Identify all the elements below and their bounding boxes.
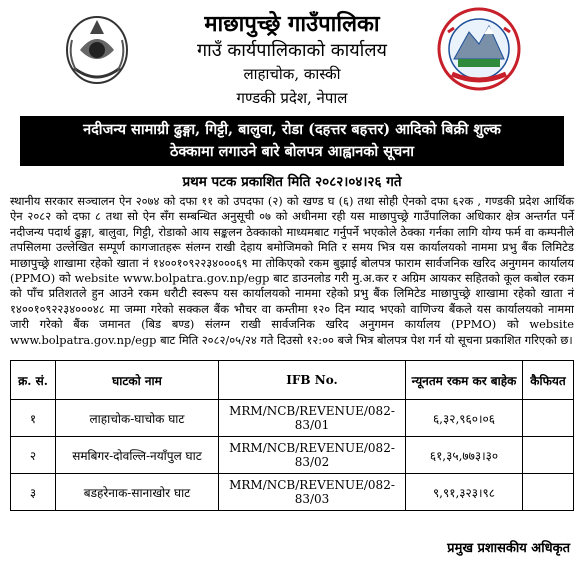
col-header-sn: क्र. सं.: [11, 361, 56, 400]
office-address: लाहाचोक, कास्की: [243, 65, 341, 83]
office-subtitle: गाउँ कार्यपालिकाको कार्यालय: [197, 40, 387, 61]
col-header-ghat-name: घाटको नाम: [56, 361, 219, 400]
notice-banner: [20, 116, 564, 166]
cell-ghat-name: समबिगर-दोवल्लि-नयाँपुल घाट: [56, 437, 219, 474]
cell-ifb-no: MRM/NCB/REVENUE/082-83/03: [219, 474, 406, 511]
table-header-row: [11, 361, 574, 400]
table-row: [11, 474, 574, 511]
cell-ghat-name: लाहाचोक-घाचोक घाट: [56, 400, 219, 437]
province-label: गण्डकी प्रदेश, नेपाल: [236, 89, 348, 107]
cell-remarks: [523, 437, 574, 474]
cell-sn: ३: [11, 474, 56, 511]
cell-remarks: [523, 474, 574, 511]
col-header-remarks: कैफियत: [523, 361, 574, 400]
ghat-table: [10, 360, 574, 511]
table-row: [11, 400, 574, 437]
notice-body: स्थानीय सरकार सञ्चालन ऐन २०७४ को दफा ११ को उपदफा (२) को खण्ड घ (६) तथा सोही ऐनको दफा ६२क , गण्डकी प्रदेश आर्थिक ऐन २०८२ को दफा ८ तथा सो ऐन सँग सम्बन्धित अनुसूची ०७ को अधीनमा रही यस माछापुच्छ्रे गाउँपालिका अधिकार क्षेत्र अन्तर्गत पर्ने नदीजन्य पदार्थ ढुङ्गा, बालुवा, गिट्टी, रोडाको आय सङ्कलन ठेक्काको माध्यमबाट गर्नुपर्ने भएकोले ठेक्का गर्नका लागि योग्य फर्म वा कम्पनीले तपसिलमा उल्लेखित सम्पूर्ण कागजातहरू संलग्न राखी देहाय बमोजिमको मिति र समय भित्र यस कार्यालयको नाममा प्रभु बैंक लिमिटेड माछापुच्छ्रे शाखामा रहेको खाता नं १४००१०९२२३४०००६९ मा तोकिएको रकम बुझाई बोलपत्र फाराम सार्वजनिक खरिद अनुगमन कार्यालय (PPMO) को website www.bolpatra.gov.np/egp बाट डाउनलोड गरी मु.अ.कर र अग्रिम आयकर सहितको कूल कबोल रकम को पाँच प्रतिशतले हुन आउने रकम धरौटी स्वरूप यस कार्यालयको नाममा रहेको प्रभु बैंक लिमिटेड माछापुच्छ्रे शाखामा रहेको खाता नं १४००१०९२२३४०००४८ मा जम्मा गरेको सक्कल बैंक भौचर वा कम्तीमा १२० दिन म्याद भएको वाणिज्य बैंकले यस कार्यालयको नाममा जारी गरेको बैंक जमानत (बिड बण्ड) संलग्न राखी सार्वजनिक खरिद अनुगमन कार्यालय (PPMO) को website www.bolpatra.gov.np/egp बाट मिति २०८२/०५/२४ गते दिउसो १२:०० बजे भित्र बोलपत्र पेश गर्न यो सूचना प्रकाशित गरिएको छ।: [10, 194, 574, 347]
cell-ifb-no: MRM/NCB/REVENUE/082-83/01: [219, 400, 406, 437]
cell-remarks: [523, 400, 574, 437]
cell-min-amount: ६१,३५,७७३।३०: [406, 437, 523, 474]
table-row: [11, 437, 574, 474]
col-header-ifb-no: IFB No.: [219, 361, 406, 400]
cell-min-amount: ६,३२,९६०।०६: [406, 400, 523, 437]
municipality-title: माछापुच्छ्रे गाउँपालिका: [204, 11, 380, 37]
banner-line-2: ठेक्कामा लगाउने बारे बोलपत्र आह्वानको सूचना: [169, 143, 415, 160]
cell-ifb-no: MRM/NCB/REVENUE/082-83/02: [219, 437, 406, 474]
cell-sn: १: [11, 400, 56, 437]
cell-min-amount: ९,९१,३२३।९८: [406, 474, 523, 511]
signature-title: प्रमुख प्रशासकीय अधिकृत: [447, 541, 570, 556]
banner-line-1: नदीजन्य सामाग्री ढुङ्गा, गिट्टी, बालुवा, रोडा (दहत्तर बहत्तर) आदिको बिक्री शुल्क: [83, 121, 501, 138]
cell-ghat-name: बडहरेनाक-सानाखोर घाट: [56, 474, 219, 511]
publication-date: प्रथम पटक प्रकाशित मिति २०८२।०४।२६ गते: [182, 174, 402, 190]
col-header-min-amount: न्यूनतम रकम कर बाहेक: [406, 361, 523, 400]
cell-sn: २: [11, 437, 56, 474]
